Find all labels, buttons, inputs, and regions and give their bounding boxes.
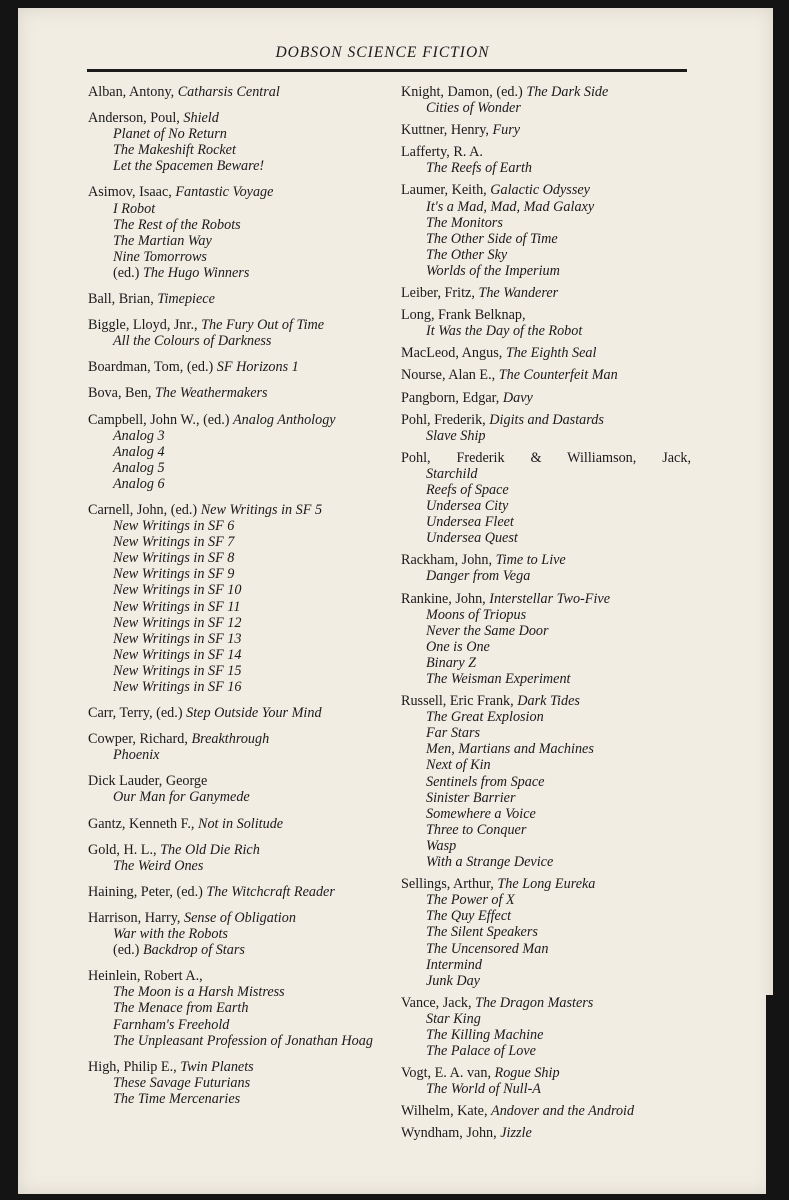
author-name: Knight, Damon, (ed.): [401, 84, 523, 100]
book-title: The Killing Machine: [426, 1026, 544, 1043]
author-name: Wyndham, John,: [401, 1125, 497, 1142]
book-title: New Writings in SF 10: [113, 582, 242, 599]
book-title: Davy: [502, 389, 533, 406]
author-name: Laumer, Keith,: [401, 182, 487, 199]
book-title: One is One: [426, 638, 490, 655]
entry-first-line: [88, 705, 388, 721]
entry-first-line: [401, 591, 691, 607]
catalog-entry: [401, 1065, 691, 1097]
book-title: Interstellar Two-Five: [489, 590, 610, 607]
author-name: Heinlein, Robert A.,: [88, 968, 203, 985]
book-title: Men, Martians and Machines: [426, 741, 594, 758]
book-title: Shield: [183, 110, 219, 127]
book-title: These Savage Futurians: [113, 1074, 251, 1091]
entry-first-line: [88, 184, 388, 200]
book-title: The Rest of the Robots: [113, 216, 241, 233]
book-title: Let the Spacemen Beware!: [113, 158, 265, 175]
book-title: Wasp: [426, 837, 457, 854]
catalog-entry: [401, 876, 691, 989]
book-title: New Writings in SF 5: [200, 501, 323, 518]
page-shadow: [766, 995, 789, 1200]
catalog-entry: [88, 968, 388, 1048]
entry-first-line: [401, 1125, 691, 1141]
entry-first-line: [401, 122, 691, 138]
book-title: Starchild: [426, 465, 478, 482]
book-title: Undersea Quest: [426, 530, 518, 547]
book-title: Cities of Wonder: [426, 100, 521, 117]
book-title: All the Colours of Darkness: [113, 333, 272, 350]
author-name: Rankine, John,: [401, 590, 486, 607]
entry-first-line: [88, 1059, 388, 1075]
book-title: The World of Null-A: [426, 1081, 541, 1098]
book-title: Analog 5: [113, 459, 165, 476]
book-title: New Writings in SF 6: [113, 518, 235, 535]
catalog-entry: [88, 84, 388, 100]
entry-first-line: [401, 182, 691, 198]
entry-first-line: [88, 968, 388, 984]
entry-first-line: [401, 876, 691, 892]
author-name: MacLeod, Angus,: [401, 345, 503, 362]
entry-first-line: [88, 385, 388, 401]
book-title: Analog Anthology: [233, 411, 336, 428]
author-name: Bova, Ben,: [88, 385, 152, 402]
author-name: Alban, Antony,: [88, 84, 175, 100]
catalog-entry: [401, 285, 691, 301]
entry-first-line: [88, 359, 388, 375]
book-title: Slave Ship: [426, 427, 486, 444]
book-title: Our Man for Ganymede: [113, 789, 250, 806]
page-heading: DOBSON SCIENCE FICTION: [275, 44, 490, 61]
book-title: Galactic Odyssey: [490, 182, 590, 199]
entry-first-line: [88, 816, 388, 832]
author-name: Campbell, John W., (ed.): [88, 411, 230, 428]
entry-first-line: [88, 910, 388, 926]
author-name: Leiber, Fritz,: [401, 285, 475, 302]
catalog-entry: [88, 816, 388, 832]
author-name: Anderson, Poul,: [88, 110, 180, 127]
book-title: The Dark Side: [526, 84, 609, 100]
catalog-entry: [88, 884, 388, 900]
author-name: Carr, Terry, (ed.): [88, 705, 183, 722]
book-title: The Menace from Earth: [113, 1000, 249, 1017]
catalog-entry: [88, 1059, 388, 1107]
catalog-entry: [88, 359, 388, 375]
entry-first-line: [401, 345, 691, 361]
author-name: Rackham, John,: [401, 552, 493, 569]
catalog-entry: [401, 390, 691, 406]
author-name: Harrison, Harry,: [88, 909, 181, 926]
author-name: Wilhelm, Kate,: [401, 1103, 488, 1120]
book-title: Danger from Vega: [426, 568, 531, 585]
book-title: It's a Mad, Mad, Mad Galaxy: [426, 198, 595, 215]
entry-first-line: [88, 502, 388, 518]
book-title: The Eighth Seal: [505, 345, 597, 362]
catalog-entry: [401, 307, 691, 339]
author-name: Gold, H. L.,: [88, 841, 157, 858]
catalog-entry: [401, 1125, 691, 1141]
book-title: Sinister Barrier: [426, 789, 516, 806]
author-name: Kuttner, Henry,: [401, 122, 489, 139]
book-title: New Writings in SF 9: [113, 566, 235, 583]
book-title: The Great Explosion: [426, 709, 544, 726]
author-name: High, Philip E.,: [88, 1058, 177, 1075]
book-title: Worlds of the Imperium: [426, 262, 560, 279]
book-title: Reefs of Space: [426, 481, 509, 498]
book-title: New Writings in SF 13: [113, 630, 242, 647]
author-name: Sellings, Arthur,: [401, 876, 494, 893]
book-title: The Wanderer: [478, 285, 559, 302]
book-title: Twin Planets: [180, 1058, 254, 1075]
book-title: New Writings in SF 15: [113, 662, 242, 679]
book-title: Analog 3: [113, 427, 165, 444]
catalog-entry: [401, 995, 691, 1059]
book-title: The Other Sky: [426, 246, 508, 263]
catalog-entry: [401, 122, 691, 138]
book-title: It Was the Day of the Robot: [426, 323, 583, 340]
entry-first-line: [401, 1065, 691, 1081]
catalog-entry: [401, 693, 691, 870]
entry-first-line: [401, 285, 691, 301]
book-title: Moons of Triopus: [426, 606, 527, 623]
entry-first-line: [401, 693, 691, 709]
catalog-entry: [401, 1103, 691, 1119]
catalog-entry: [401, 412, 691, 444]
book-title: The Time Mercenaries: [113, 1090, 241, 1107]
author-name: Long, Frank Belknap,: [401, 307, 526, 324]
book-title: Not in Solitude: [197, 815, 284, 832]
catalog-entry: [88, 731, 388, 763]
book-title: The Makeshift Rocket: [113, 142, 236, 159]
book-title: Fantastic Voyage: [175, 184, 274, 201]
catalog-entry: [88, 317, 388, 349]
book-title: New Writings in SF 7: [113, 534, 235, 551]
book-title: Somewhere a Voice: [426, 805, 536, 822]
book-title: Breakthrough: [191, 731, 270, 748]
entry-first-line: [88, 317, 388, 333]
entry-first-line: [88, 884, 388, 900]
book-title: The Weisman Experiment: [426, 671, 571, 687]
author-name: Ball, Brian,: [88, 291, 154, 308]
author-name: Lafferty, R. A.: [401, 144, 483, 161]
book-title: Planet of No Return: [113, 126, 227, 143]
catalog-entry: [88, 842, 388, 874]
author-name: Nourse, Alan E.,: [401, 367, 496, 384]
book-title: The Old Die Rich: [160, 841, 260, 858]
catalog-entry: [88, 291, 388, 307]
entry-first-line: [401, 552, 691, 568]
book-title: Far Stars: [426, 725, 480, 742]
book-title: Three to Conquer: [426, 821, 527, 838]
book-title: The Uncensored Man: [426, 940, 549, 957]
book-title: War with the Robots: [113, 926, 228, 943]
book-title: The Reefs of Earth: [426, 160, 532, 177]
catalog-entry: [401, 591, 691, 688]
book-title: Sense of Obligation: [184, 909, 296, 926]
book-title: New Writings in SF 11: [113, 598, 241, 615]
book-title: Fury: [492, 122, 521, 139]
book-title: Nine Tomorrows: [113, 248, 207, 265]
right-column: [401, 84, 691, 1152]
book-title: Junk Day: [426, 972, 480, 989]
author-name: Pohl, Frederik & Williamson, Jack,: [401, 449, 691, 466]
author-name: Cowper, Richard,: [88, 731, 188, 748]
book-title: I Robot: [113, 200, 156, 217]
book-title: The Dragon Masters: [475, 994, 594, 1011]
catalog-entry: [88, 773, 388, 805]
catalog-entry: [401, 450, 691, 547]
book-title: Undersea City: [426, 498, 509, 515]
book-title: The Silent Speakers: [426, 924, 538, 941]
book-title: Andover and the Android: [491, 1103, 635, 1120]
catalog-entry: [401, 84, 691, 116]
author-name: Russell, Eric Frank,: [401, 693, 514, 710]
catalog-entry: [401, 552, 691, 584]
book-title: The Long Eureka: [497, 876, 596, 893]
author-name: Biggle, Lloyd, Jnr.,: [88, 317, 198, 334]
entry-first-line: [401, 450, 691, 466]
entry-first-line: [401, 84, 691, 100]
book-title: Catharsis Central: [177, 84, 280, 100]
catalog-entry: [401, 144, 691, 176]
catalog-entry: [88, 110, 388, 174]
author-name: Pohl, Frederik,: [401, 411, 486, 428]
book-title: Intermind: [426, 956, 482, 973]
heading-rule: [87, 69, 687, 72]
book-title: The Weird Ones: [113, 857, 204, 874]
book-title: Farnham's Freehold: [113, 1016, 230, 1033]
book-title: Sentinels from Space: [426, 773, 545, 790]
book-title: Step Outside Your Mind: [186, 705, 322, 722]
catalog-entry: [88, 705, 388, 721]
book-title: With a Strange Device: [426, 854, 554, 871]
book-title: The Unpleasant Profession of Jonathan Hoag: [113, 1032, 373, 1049]
book-title: Analog 4: [113, 443, 165, 460]
entry-first-line: [88, 412, 388, 428]
book-title: The Fury Out of Time: [201, 317, 325, 334]
catalog-entry: [88, 385, 388, 401]
entry-first-line: [88, 110, 388, 126]
book-title: New Writings in SF 14: [113, 646, 242, 663]
book-title: Star King: [426, 1010, 481, 1027]
catalog-entry: [88, 412, 388, 492]
author-name: Asimov, Isaac,: [88, 184, 172, 201]
entry-first-line: [88, 84, 388, 100]
book-title: Binary Z: [426, 654, 477, 671]
author-name: Pangborn, Edgar,: [401, 389, 500, 406]
book-title: The Witchcraft Reader: [206, 883, 335, 900]
book-title: (ed.) The Hugo Winners: [113, 264, 250, 281]
entry-first-line: [401, 995, 691, 1011]
entry-first-line: [401, 1103, 691, 1119]
author-name: Carnell, John, (ed.): [88, 501, 198, 518]
book-title: Next of Kin: [426, 757, 491, 774]
book-title: SF Horizons 1: [216, 359, 299, 376]
book-title: New Writings in SF 8: [113, 550, 235, 567]
author-name: Vance, Jack,: [401, 994, 472, 1011]
entry-first-line: [401, 307, 691, 323]
book-title: The Power of X: [426, 892, 515, 909]
book-title: Time to Live: [495, 552, 566, 569]
entry-first-line: [88, 842, 388, 858]
book-title: The Counterfeit Man: [498, 367, 618, 384]
author-name: Boardman, Tom, (ed.): [88, 359, 214, 376]
entry-first-line: [401, 367, 691, 383]
book-title: Dark Tides: [517, 693, 580, 710]
catalog-entry: [88, 184, 388, 281]
author-name: Gantz, Kenneth F.,: [88, 815, 195, 832]
entry-first-line: [88, 291, 388, 307]
book-title: The Quy Effect: [426, 908, 512, 925]
catalog-entry: [401, 367, 691, 383]
book-title: New Writings in SF 12: [113, 614, 242, 631]
catalog-entry: [88, 502, 388, 695]
book-title: The Other Side of Time: [426, 230, 558, 247]
catalog-entry: [401, 345, 691, 361]
entry-first-line: [401, 144, 691, 160]
book-title: Digits and Dastards: [489, 411, 604, 428]
entry-first-line: [401, 390, 691, 406]
book-title: Jizzle: [500, 1125, 532, 1142]
book-title: The Monitors: [426, 214, 503, 231]
author-name: Dick Lauder, George: [88, 773, 208, 790]
book-title: Never the Same Door: [426, 622, 549, 639]
book-title: Phoenix: [113, 747, 160, 764]
left-column: [88, 84, 388, 1117]
book-title: The Palace of Love: [426, 1043, 536, 1060]
entry-first-line: [88, 731, 388, 747]
book-title: New Writings in SF 16: [113, 679, 242, 695]
book-title: (ed.) Backdrop of Stars: [113, 942, 245, 959]
entry-first-line: [401, 412, 691, 428]
catalog-entry: [401, 182, 691, 279]
book-title: The Weathermakers: [155, 385, 268, 402]
book-title: Timepiece: [157, 291, 215, 308]
book-title: Analog 6: [113, 475, 165, 492]
entry-first-line: [88, 773, 388, 789]
catalog-entry: [88, 910, 388, 958]
book-title: The Moon is a Harsh Mistress: [113, 984, 285, 1001]
book-title: Undersea Fleet: [426, 514, 514, 531]
book-title: The Martian Way: [113, 232, 212, 249]
book-title: Rogue Ship: [494, 1065, 560, 1082]
author-name: Haining, Peter, (ed.): [88, 883, 203, 900]
author-name: Vogt, E. A. van,: [401, 1065, 491, 1082]
